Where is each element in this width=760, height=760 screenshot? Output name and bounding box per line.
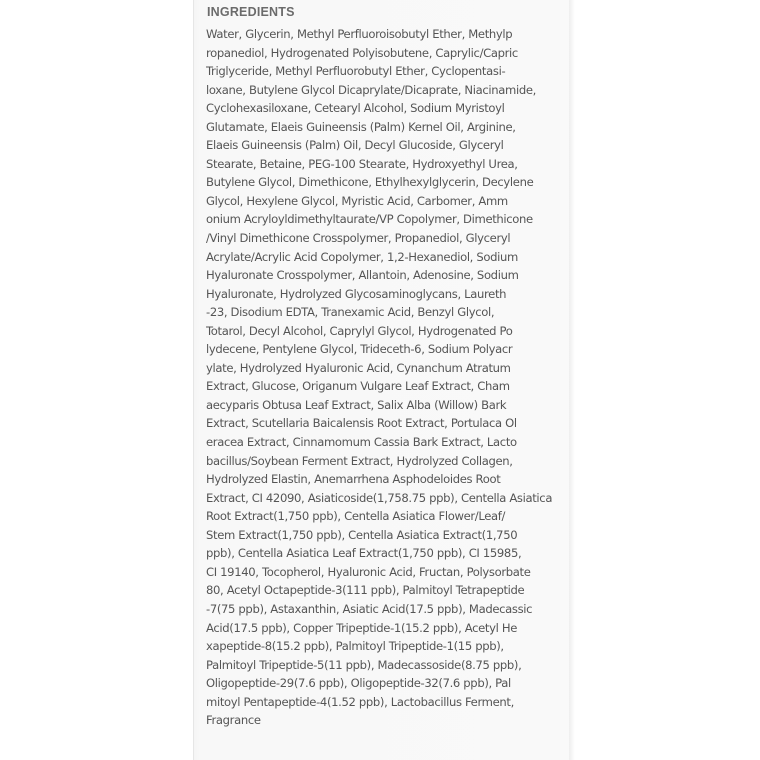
ingredients-line: Cyclohexasiloxane, Cetearyl Alcohol, Sodium Myristoyl bbox=[206, 101, 505, 116]
ingredients-line: loxane, Butylene Glycol Dicaprylate/Dicaprate, Niacinamide, bbox=[206, 82, 536, 97]
ingredients-line: lydecene, Pentylene Glycol, Trideceth-6, Sodium Polyacr bbox=[206, 342, 513, 357]
ingredients-line: -7(75 ppb), Astaxanthin, Asiatic Acid(17.5 ppb), Madecassic bbox=[206, 601, 533, 616]
ingredients-line: Stearate, Betaine, PEG-100 Stearate, Hydroxyethyl Urea, bbox=[206, 156, 518, 171]
label-panel-edge bbox=[569, 0, 575, 760]
ingredients-heading: INGREDIENTS bbox=[207, 5, 295, 19]
ingredients-line: Glycol, Hexylene Glycol, Myristic Acid, Carbomer, Amm bbox=[206, 193, 508, 208]
ingredients-line: Fragrance bbox=[206, 713, 261, 728]
ingredients-line: Acrylate/Acrylic Acid Copolymer, 1,2-Hexanediol, Sodium bbox=[206, 249, 518, 264]
ingredients-line: CI 19140, Tocopherol, Hyaluronic Acid, Fructan, Polysorbate bbox=[206, 564, 531, 579]
ingredients-line: Root Extract(1,750 ppb), Centella Asiatica Flower/Leaf/ bbox=[206, 509, 506, 524]
ingredients-line: onium Acryloyldimethyltaurate/VP Copolymer, Dimethicone bbox=[206, 212, 533, 227]
ingredients-line: ylate, Hydrolyzed Hyaluronic Acid, Cynanchum Atratum bbox=[206, 360, 511, 375]
ingredients-line: Acid(17.5 ppb), Copper Tripeptide-1(15.2 ppb), Acetyl He bbox=[206, 620, 517, 635]
ingredients-line: Totarol, Decyl Alcohol, Caprylyl Glycol, Hydrogenated Po bbox=[206, 323, 513, 338]
ingredients-line: mitoyl Pentapeptide-4(1.52 ppb), Lactobacillus Ferment, bbox=[206, 694, 514, 709]
ingredients-line: Palmitoyl Tripeptide-5(11 ppb), Madecassoside(8.75 ppb), bbox=[206, 657, 522, 672]
ingredients-line: Glutamate, Elaeis Guineensis (Palm) Kernel Oil, Arginine, bbox=[206, 119, 516, 134]
ingredients-line: aecyparis Obtusa Leaf Extract, Salix Alba (Willow) Bark bbox=[206, 397, 507, 412]
ingredients-list bbox=[206, 25, 562, 730]
ingredients-line: /Vinyl Dimethicone Crosspolymer, Propanediol, Glyceryl bbox=[206, 231, 511, 246]
ingredients-line: xapeptide-8(15.2 ppb), Palmitoyl Tripeptide-1(15 ppb), bbox=[206, 639, 504, 654]
ingredients-line: bacillus/Soybean Ferment Extract, Hydrolyzed Collagen, bbox=[206, 453, 513, 468]
ingredients-line: Elaeis Guineensis (Palm) Oil, Decyl Glucoside, Glyceryl bbox=[206, 138, 504, 153]
ingredients-line: Triglyceride, Methyl Perfluorobutyl Ether, Cyclopentasi- bbox=[206, 64, 506, 79]
ingredients-line: Extract, Scutellaria Baicalensis Root Extract, Portulaca Ol bbox=[206, 416, 517, 431]
ingredients-line: Hyaluronate Crosspolymer, Allantoin, Adenosine, Sodium bbox=[206, 268, 519, 283]
ingredients-line: eracea Extract, Cinnamomum Cassia Bark Extract, Lacto bbox=[206, 435, 517, 450]
ingredients-line: Stem Extract(1,750 ppb), Centella Asiatica Extract(1,750 bbox=[206, 527, 518, 542]
ingredients-line: ropanediol, Hydrogenated Polyisobutene, Caprylic/Capric bbox=[206, 45, 518, 60]
ingredients-line: ppb), Centella Asiatica Leaf Extract(1,750 ppb), CI 15985, bbox=[206, 546, 522, 561]
ingredients-line: 80, Acetyl Octapeptide-3(111 ppb), Palmitoyl Tetrapeptide bbox=[206, 583, 525, 598]
ingredients-line: Extract, CI 42090, Asiaticoside(1,758.75 ppb), Centella Asiatica bbox=[206, 490, 553, 505]
ingredients-line: Hyaluronate, Hydrolyzed Glycosaminoglycans, Laureth bbox=[206, 286, 507, 301]
ingredients-line: Butylene Glycol, Dimethicone, Ethylhexylglycerin, Decylene bbox=[206, 175, 534, 190]
ingredients-line: Water, Glycerin, Methyl Perfluoroisobutyl Ether, Methylp bbox=[206, 27, 513, 41]
ingredients-line: -23, Disodium EDTA, Tranexamic Acid, Benzyl Glycol, bbox=[206, 305, 495, 320]
ingredients-line: Extract, Glucose, Origanum Vulgare Leaf Extract, Cham bbox=[206, 379, 510, 394]
ingredients-line: Hydrolyzed Elastin, Anemarrhena Asphodeloides Root bbox=[206, 472, 501, 487]
ingredients-line: Oligopeptide-29(7.6 ppb), Oligopeptide-32(7.6 ppb), Pal bbox=[206, 676, 511, 691]
